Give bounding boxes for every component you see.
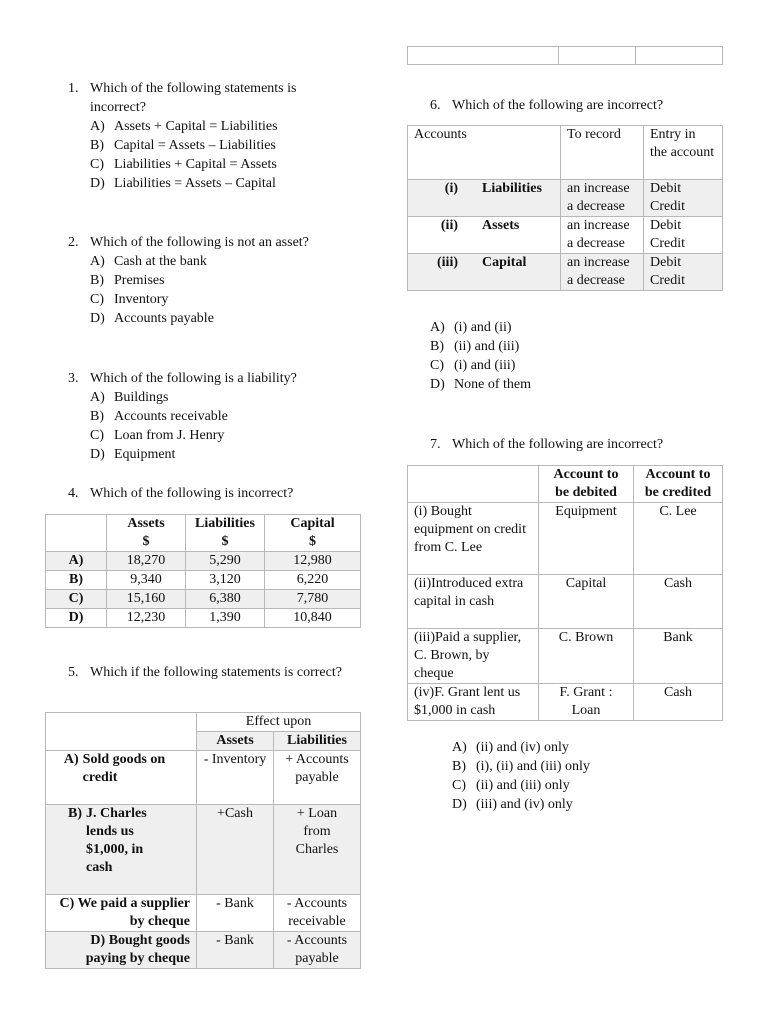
options-list bbox=[90, 117, 328, 193]
account-name: Liabilities bbox=[482, 181, 542, 196]
account-cell bbox=[408, 180, 561, 217]
header-credited: Account to be credited bbox=[634, 466, 723, 503]
row-label: D) bbox=[46, 609, 107, 628]
option-b[interactable] bbox=[90, 271, 368, 290]
option-letter: B) bbox=[90, 138, 104, 153]
row-label: C) bbox=[46, 590, 107, 609]
empty-cell bbox=[408, 47, 559, 65]
liabilities-effect: + Loan from Charles bbox=[295, 806, 339, 857]
table-row[interactable] bbox=[408, 503, 723, 575]
record-cell bbox=[561, 254, 644, 291]
entry-credit: Credit bbox=[650, 199, 685, 214]
question-text: Which of the following are incorrect? bbox=[452, 437, 664, 452]
table-row[interactable] bbox=[408, 217, 723, 254]
assets-effect: +Cash bbox=[197, 805, 274, 895]
table-row[interactable] bbox=[46, 552, 361, 571]
option-letter: B) bbox=[90, 409, 104, 424]
option-letter: D) bbox=[90, 176, 105, 191]
capital-cell: 6,220 bbox=[265, 571, 361, 590]
liabilities-cell: 5,290 bbox=[186, 552, 265, 571]
option-text: (i) and (ii) bbox=[454, 320, 512, 335]
option-letter: A) bbox=[452, 740, 467, 755]
option-letter: D) bbox=[452, 797, 467, 812]
assets-cell: 18,270 bbox=[107, 552, 186, 571]
option-a[interactable] bbox=[90, 388, 368, 407]
liabilities-cell: 1,390 bbox=[186, 609, 265, 628]
account-cell bbox=[408, 217, 561, 254]
option-text: Cash at the bank bbox=[114, 254, 207, 269]
record-cell bbox=[561, 180, 644, 217]
debit-account: Equipment bbox=[539, 503, 634, 575]
option-a[interactable] bbox=[90, 117, 328, 136]
option-d[interactable] bbox=[90, 309, 368, 328]
entry-cell bbox=[644, 217, 723, 254]
question-number: 1. bbox=[68, 81, 79, 96]
transaction-cell: (ii)Introduced extra capital in cash bbox=[408, 575, 539, 629]
table-row[interactable] bbox=[46, 751, 361, 805]
question-text: Which of the following are incorrect? bbox=[452, 98, 664, 113]
debit-account: F. Grant : Loan bbox=[559, 685, 613, 718]
options-list bbox=[90, 388, 368, 464]
q6-options-list bbox=[430, 318, 710, 394]
account-cell bbox=[408, 254, 561, 291]
option-letter: C) bbox=[452, 778, 466, 793]
credit-account: Bank bbox=[634, 629, 723, 684]
row-label: B) bbox=[68, 806, 82, 821]
record-increase: an increase bbox=[567, 255, 630, 270]
header-debited: Account to be debited bbox=[539, 466, 634, 503]
row-label: A) bbox=[46, 552, 107, 571]
table-row[interactable] bbox=[46, 895, 361, 932]
option-letter: A) bbox=[90, 254, 105, 269]
option-text: Accounts receivable bbox=[114, 409, 228, 424]
option-letter: C) bbox=[90, 292, 104, 307]
question-number: 7. bbox=[430, 437, 441, 452]
option-b[interactable] bbox=[430, 337, 710, 356]
option-text: Premises bbox=[114, 273, 165, 288]
header-entry: Entry in the account bbox=[644, 126, 723, 180]
header-label: Capital bbox=[290, 516, 335, 531]
header-unit: $ bbox=[221, 534, 229, 549]
q7-options-list bbox=[452, 738, 732, 814]
option-a[interactable] bbox=[452, 738, 732, 757]
record-decrease: a decrease bbox=[567, 199, 625, 214]
question-text: Which of the following statements is incorrect? bbox=[90, 81, 297, 115]
header-label: Assets bbox=[127, 516, 165, 531]
option-c[interactable] bbox=[90, 290, 368, 309]
option-b[interactable] bbox=[452, 757, 732, 776]
entry-debit: Debit bbox=[650, 255, 682, 270]
row-number: (iii) bbox=[437, 255, 458, 270]
transaction-cell bbox=[46, 932, 197, 969]
question-1 bbox=[68, 79, 328, 193]
corner-cell bbox=[46, 515, 107, 552]
question-7 bbox=[430, 435, 730, 454]
record-increase: an increase bbox=[567, 181, 630, 196]
header-liabilities: Liabilities bbox=[274, 732, 361, 751]
option-letter: C) bbox=[90, 428, 104, 443]
option-text: Liabilities = Assets – Capital bbox=[114, 176, 276, 191]
options-list bbox=[90, 252, 368, 328]
option-a[interactable] bbox=[90, 252, 368, 271]
credit-account: Cash bbox=[634, 575, 723, 629]
entry-cell bbox=[644, 180, 723, 217]
option-a[interactable] bbox=[430, 318, 710, 337]
option-c[interactable] bbox=[430, 356, 710, 375]
option-letter: C) bbox=[90, 157, 104, 172]
record-cell bbox=[561, 217, 644, 254]
transaction-cell: (iv)F. Grant lent us $1,000 in cash bbox=[408, 684, 539, 721]
option-d[interactable] bbox=[90, 174, 328, 193]
table-row[interactable] bbox=[408, 180, 723, 217]
record-increase: an increase bbox=[567, 218, 630, 233]
corner-cell bbox=[408, 466, 539, 503]
entry-debit: Debit bbox=[650, 218, 682, 233]
option-text: Equipment bbox=[114, 447, 176, 462]
header-label: Liabilities bbox=[195, 516, 255, 531]
question-text: Which of the following is a liability? bbox=[90, 371, 297, 386]
debit-account-cell bbox=[539, 684, 634, 721]
row-label: C) bbox=[59, 896, 75, 911]
assets-effect: - Bank bbox=[197, 932, 274, 969]
liabilities-effect: + Accounts payable bbox=[274, 751, 361, 805]
table-row[interactable] bbox=[408, 254, 723, 291]
capital-cell: 7,780 bbox=[265, 590, 361, 609]
assets-effect: - Bank bbox=[197, 895, 274, 932]
option-text: None of them bbox=[454, 377, 531, 392]
assets-cell: 15,160 bbox=[107, 590, 186, 609]
transaction-cell bbox=[46, 805, 197, 895]
option-letter: D) bbox=[430, 377, 445, 392]
accounts-table bbox=[407, 125, 723, 291]
option-letter: B) bbox=[430, 339, 444, 354]
question-6 bbox=[430, 96, 730, 115]
table-row[interactable] bbox=[408, 575, 723, 629]
option-letter: D) bbox=[90, 311, 105, 326]
option-text: Loan from J. Henry bbox=[114, 428, 225, 443]
entry-cell bbox=[644, 254, 723, 291]
record-decrease: a decrease bbox=[567, 236, 625, 251]
entry-credit: Credit bbox=[650, 236, 685, 251]
empty-cell bbox=[559, 47, 636, 65]
option-text: Capital = Assets – Liabilities bbox=[114, 138, 276, 153]
table-row[interactable] bbox=[46, 609, 361, 628]
question-number: 3. bbox=[68, 371, 79, 386]
header-assets bbox=[107, 515, 186, 552]
liabilities-effect: - Accounts receivable bbox=[274, 895, 361, 932]
row-number: (ii) bbox=[440, 218, 458, 233]
liabilities-effect-cell bbox=[274, 805, 361, 895]
table-row[interactable] bbox=[408, 629, 723, 684]
table-row[interactable] bbox=[46, 932, 361, 969]
transaction-cell bbox=[46, 895, 197, 932]
question-text: Which if the following statements is correct? bbox=[90, 665, 342, 680]
option-letter: C) bbox=[430, 358, 444, 373]
option-text: (ii) and (iii) bbox=[454, 339, 520, 354]
option-text: (iii) and (iv) only bbox=[476, 797, 573, 812]
entry-debit: Debit bbox=[650, 181, 682, 196]
option-text: Inventory bbox=[114, 292, 169, 307]
table-row[interactable] bbox=[46, 571, 361, 590]
assets-effect: - Inventory bbox=[197, 751, 274, 805]
option-text: Assets + Capital = Liabilities bbox=[114, 119, 278, 134]
header-assets: Assets bbox=[197, 732, 274, 751]
question-number: 2. bbox=[68, 235, 79, 250]
empty-table-fragment bbox=[407, 46, 723, 65]
option-b[interactable] bbox=[90, 407, 368, 426]
option-d[interactable] bbox=[90, 445, 368, 464]
balance-table bbox=[45, 514, 361, 628]
question-2 bbox=[68, 233, 368, 328]
header-unit: $ bbox=[142, 534, 150, 549]
liabilities-cell: 6,380 bbox=[186, 590, 265, 609]
header-liabilities bbox=[186, 515, 265, 552]
header-unit: $ bbox=[309, 534, 316, 549]
capital-cell: 10,840 bbox=[265, 609, 361, 628]
transaction-cell: (iii)Paid a supplier, C. Brown, by cheque bbox=[408, 629, 539, 684]
option-letter: A) bbox=[90, 119, 105, 134]
liabilities-effect: - Accounts payable bbox=[274, 932, 361, 969]
option-text: (i) and (iii) bbox=[454, 358, 516, 373]
transaction-text: We paid a supplier by cheque bbox=[77, 896, 190, 929]
header-to-record: To record bbox=[561, 126, 644, 180]
option-b[interactable] bbox=[90, 136, 328, 155]
transaction-text: Bought goods paying by cheque bbox=[85, 933, 190, 966]
option-text: (ii) and (iii) only bbox=[476, 778, 570, 793]
option-text: (i), (ii) and (iii) only bbox=[476, 759, 590, 774]
assets-cell: 12,230 bbox=[107, 609, 186, 628]
header-accounts: Accounts bbox=[408, 126, 561, 180]
table-row[interactable] bbox=[408, 684, 723, 721]
row-label: D) bbox=[90, 933, 106, 948]
row-label: A) bbox=[63, 752, 79, 767]
question-text: Which of the following is not an asset? bbox=[90, 235, 309, 250]
table-row[interactable] bbox=[46, 590, 361, 609]
account-name: Assets bbox=[482, 218, 520, 233]
debit-account: Capital bbox=[539, 575, 634, 629]
option-letter: B) bbox=[90, 273, 104, 288]
effect-table bbox=[45, 712, 361, 969]
record-decrease: a decrease bbox=[567, 273, 625, 288]
transaction-text: Sold goods on credit bbox=[82, 752, 166, 785]
corner-cell bbox=[46, 713, 197, 751]
header-capital bbox=[265, 515, 361, 552]
transaction-cell: (i) Bought equipment on credit from C. Lee bbox=[408, 503, 539, 575]
question-text: Which of the following is incorrect? bbox=[90, 486, 294, 501]
debit-account: C. Brown bbox=[539, 629, 634, 684]
question-4 bbox=[68, 484, 368, 503]
capital-cell: 12,980 bbox=[265, 552, 361, 571]
question-number: 6. bbox=[430, 98, 441, 113]
option-text: Buildings bbox=[114, 390, 169, 405]
option-text: (ii) and (iv) only bbox=[476, 740, 569, 755]
credit-account: C. Lee bbox=[634, 503, 723, 575]
credit-account: Cash bbox=[634, 684, 723, 721]
row-number: (i) bbox=[444, 181, 458, 196]
option-d[interactable] bbox=[452, 795, 732, 814]
option-letter: A) bbox=[90, 390, 105, 405]
effect-header: Effect upon bbox=[197, 713, 361, 732]
question-number: 5. bbox=[68, 665, 79, 680]
question-number: 4. bbox=[68, 486, 79, 501]
liabilities-cell: 3,120 bbox=[186, 571, 265, 590]
empty-cell bbox=[636, 47, 723, 65]
option-c[interactable] bbox=[452, 776, 732, 795]
transaction-cell bbox=[46, 751, 197, 805]
option-text: Liabilities + Capital = Assets bbox=[114, 157, 277, 172]
option-c[interactable] bbox=[90, 155, 328, 174]
question-3 bbox=[68, 369, 368, 464]
transaction-text: J. Charles lends us $1,000, in cash bbox=[86, 806, 147, 875]
entry-credit: Credit bbox=[650, 273, 685, 288]
assets-cell: 9,340 bbox=[107, 571, 186, 590]
row-label: B) bbox=[46, 571, 107, 590]
option-c[interactable] bbox=[90, 426, 368, 445]
double-entry-table bbox=[407, 465, 723, 721]
table-row[interactable] bbox=[46, 805, 361, 895]
option-letter: A) bbox=[430, 320, 445, 335]
option-d[interactable] bbox=[430, 375, 710, 394]
option-letter: B) bbox=[452, 759, 466, 774]
option-text: Accounts payable bbox=[114, 311, 214, 326]
question-5 bbox=[68, 663, 378, 682]
option-letter: D) bbox=[90, 447, 105, 462]
account-name: Capital bbox=[482, 255, 527, 270]
